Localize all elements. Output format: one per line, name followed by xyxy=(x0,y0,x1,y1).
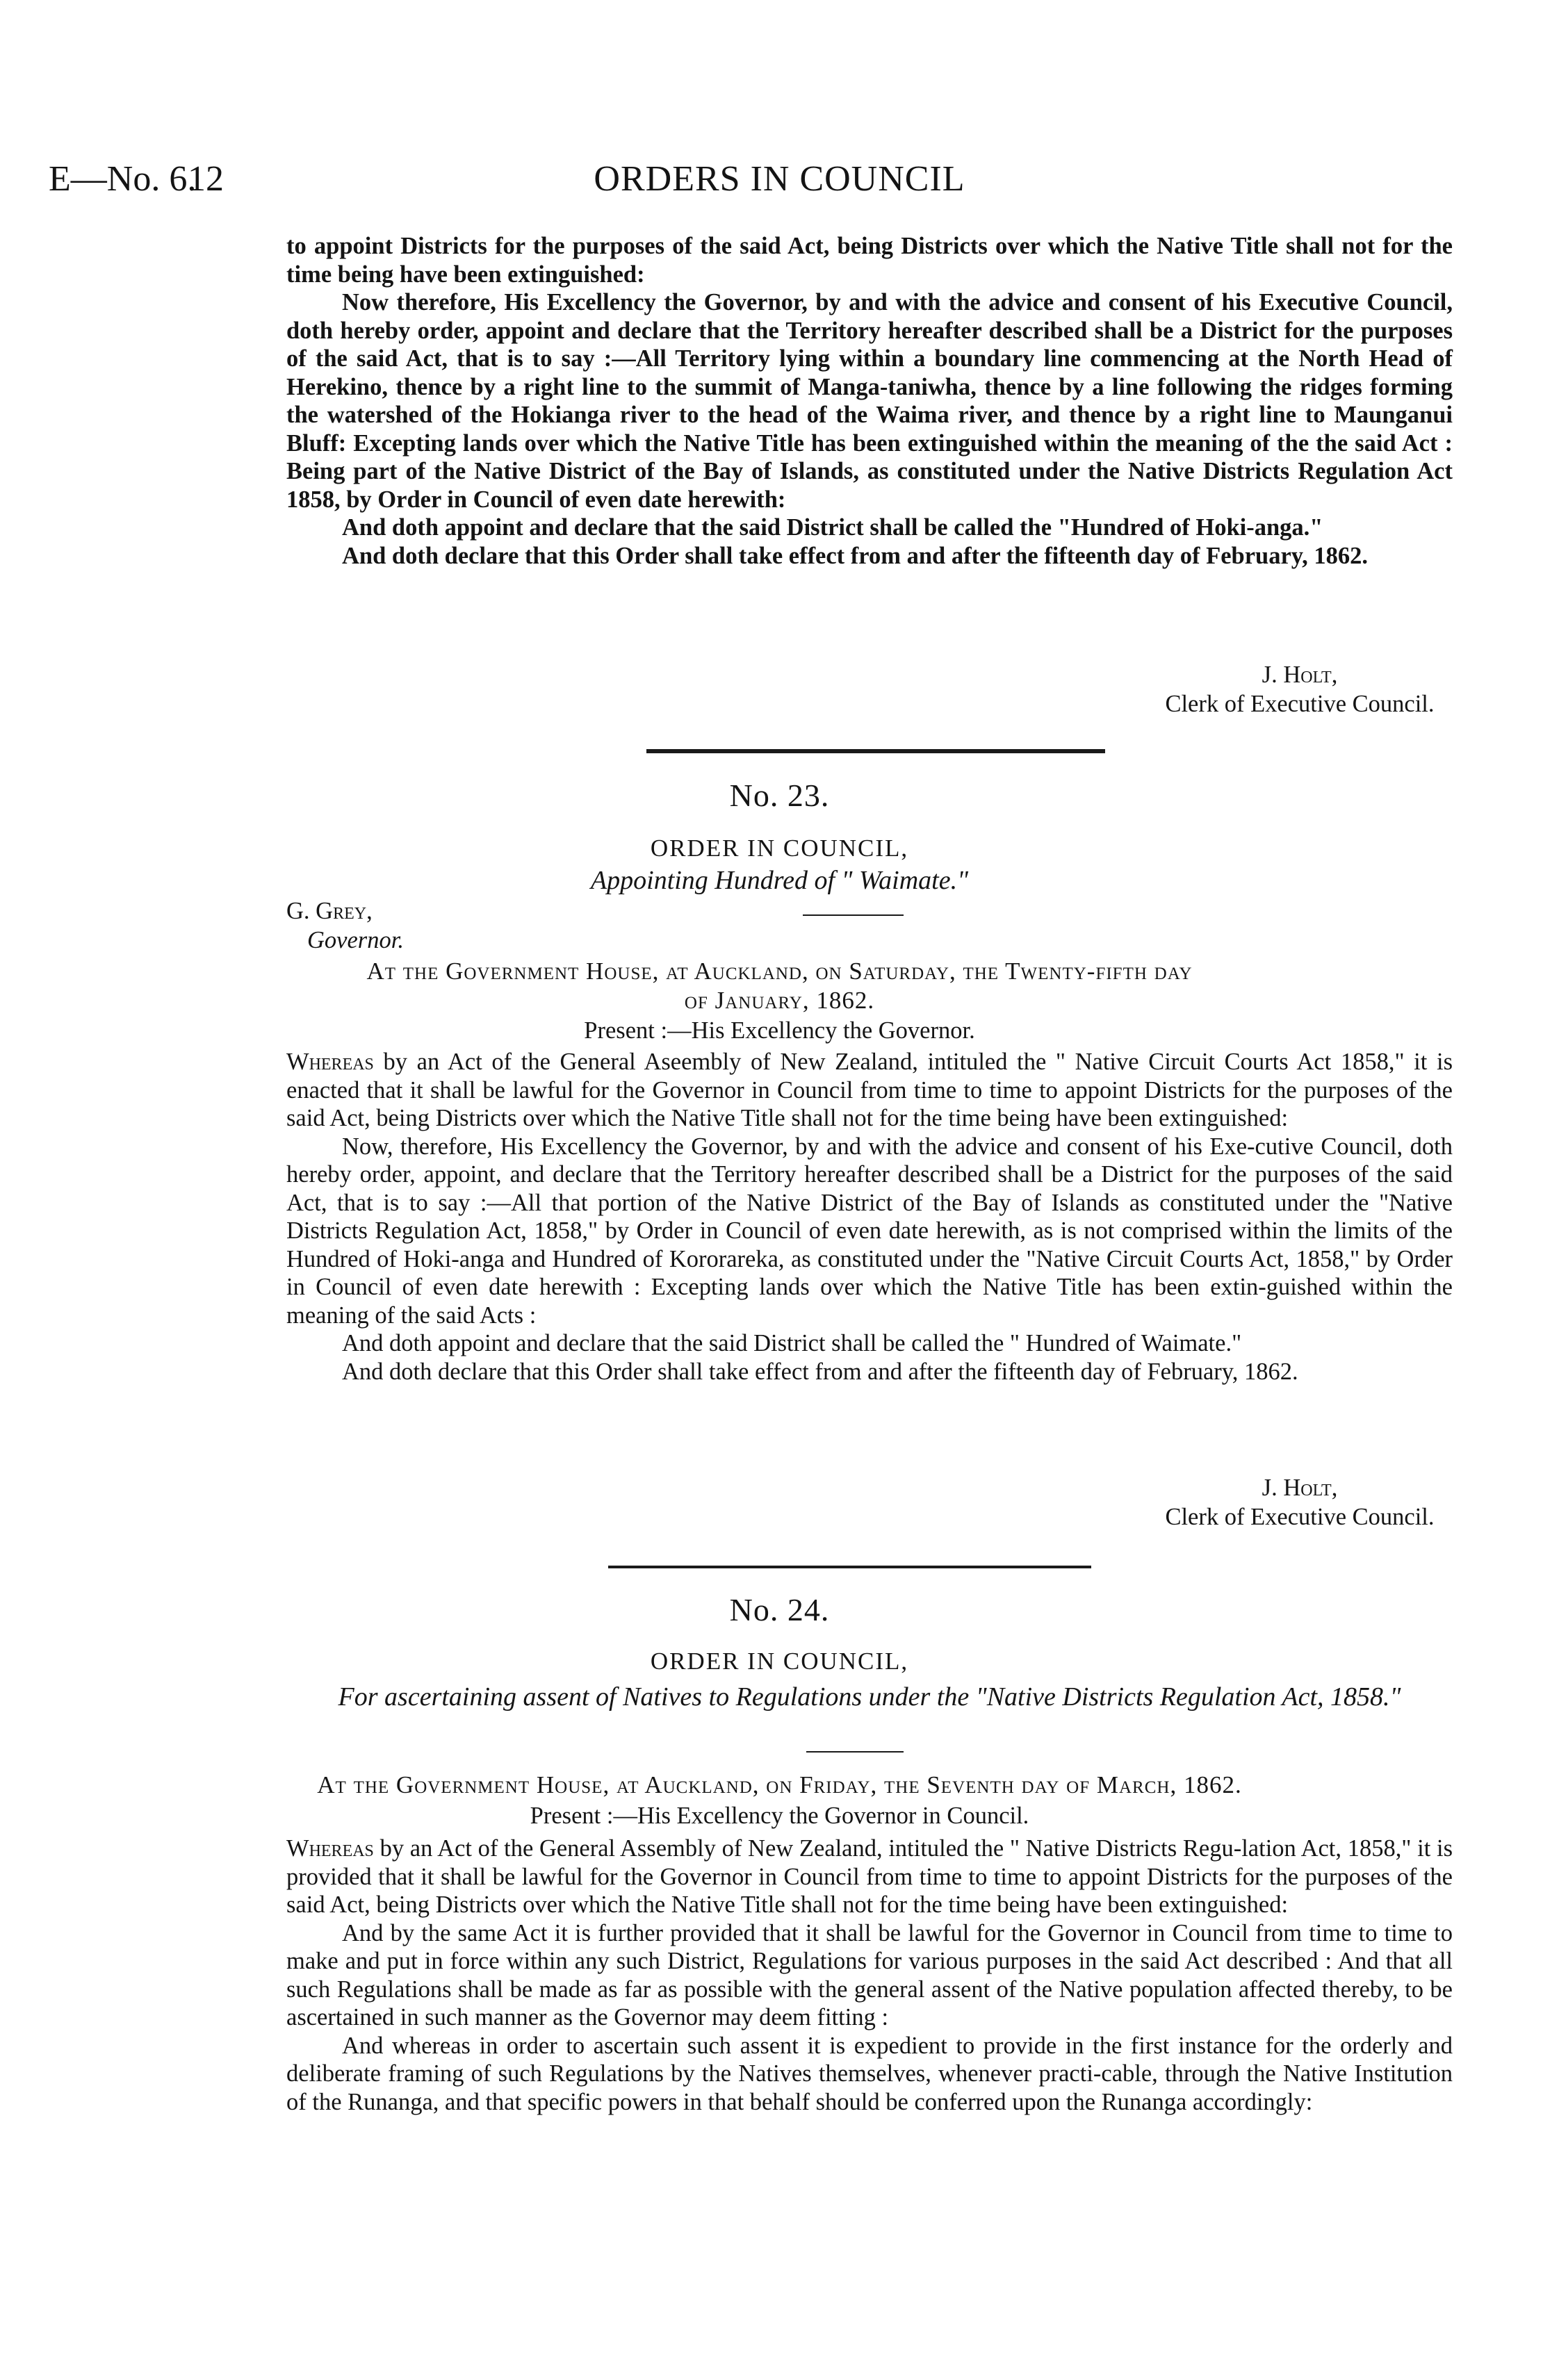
order-subtitle: Appointing Hundred of " Waimate." xyxy=(590,866,969,895)
signatory-name: J. Holt, xyxy=(1262,662,1338,688)
paragraph: And doth declare that this Order shall take effect from and after the fifteenth day of February, 1862. xyxy=(342,542,1369,569)
whereas-lead: Whereas xyxy=(286,1835,374,1862)
signatory-title: Clerk of Executive Council. xyxy=(1165,1504,1435,1530)
previous-order-text xyxy=(286,232,1453,570)
paragraph: Now therefore, His Excellency the Governor, by and with the advice and consent of his Executive Council, doth hereby order, appoint and declare that the Territory hereafter described shall be a District for the purposes of the said Act, that is to say :—All Territory lying within a boundary line commencing at the North Head of Herekino, thence by a right line to the summit of Manga-taniwha, thence by a line following the ridges forming the watershed of the Hokianga river to the head of the Waima river, and thence by a right line to Maunganui Bluff: Excepting lands over which the Native Title has been extinguished within the meaning of the the said Act : Being part of the Native District of the Bay of Islands, as constituted under the Native Districts Regulation Act 1858, by Order in Council of even date herewith: xyxy=(286,289,1453,513)
order-24-body xyxy=(286,1835,1453,2116)
signatory-title: Clerk of Executive Council. xyxy=(1165,691,1435,717)
order-heading: ORDER IN COUNCIL, xyxy=(650,1648,909,1675)
section-divider xyxy=(646,749,1105,753)
paragraph: to appoint Districts for the purposes of the said Act, being Districts over which the Native Title shall not for the time being have been extinguished: xyxy=(286,233,1453,288)
governor-signature xyxy=(286,896,404,955)
present-line: Present :—His Excellency the Governor in Council. xyxy=(530,1803,1029,1829)
order-heading: ORDER IN COUNCIL, xyxy=(650,835,909,862)
order-number: No. 23. xyxy=(729,778,830,813)
section-divider xyxy=(608,1566,1091,1568)
signature-holt-1 xyxy=(1154,660,1446,719)
short-divider xyxy=(803,914,904,916)
place-and-date: At the Government House, at Auckland, on Saturday, the Twenty-fifth day xyxy=(366,958,1193,985)
section-reference: E—No. 6. xyxy=(49,159,197,199)
place-and-date-continued: of January, 1862. xyxy=(684,987,875,1014)
place-and-date: At the Government House, at Auckland, on Friday, the Seventh day of March, 1862. xyxy=(317,1771,1242,1798)
paragraph: And whereas in order to ascertain such assent it is expedient to provide in the first instance for the orderly and deliberate framing of such Regulations by the Natives themselves, whenever practi-cable, through the Native Institution of the Runanga, and that specific powers in that behalf should be conferred upon the Runanga accordingly: xyxy=(286,2032,1453,2115)
paragraph: And by the same Act it is further provided that it shall be lawful for the Governor in Council from time to time to make and put in force within any such District, Regulations for various purposes in the said Act described : And that all such Regulations shall be made as far as possible with the general assent of the Native population affected thereby, to be ascertained in such manner as the Governor may deem fitting : xyxy=(286,1919,1453,2030)
paragraph: And doth appoint and declare that the said District shall be called the "Hundred of Hoki-anga." xyxy=(342,514,1323,541)
order-23-body xyxy=(286,1048,1453,1386)
governor-name: G. Grey, xyxy=(286,898,373,924)
paragraph: Whereas by an Act of the General Assembly of New Zealand, intituled the " Native Districts Regu-lation Act, 1858," it is provided that it shall be lawful for the Governor in Council from time to time to appoint Districts for the purposes of the said Act, being Districts over which the Native Title shall not for the time being have been extinguished: xyxy=(286,1835,1453,1918)
paragraph: Whereas by an Act of the General Aseembly of New Zealand, intituled the " Native Circuit Courts Act 1858," it is enacted that it shall be lawful for the Governor in Council from time to time to appoint Districts for the purposes of the said Act, being Districts over which the Native Title shall not for the time being have been extinguished: xyxy=(286,1049,1453,1131)
order-number: No. 24. xyxy=(729,1592,830,1627)
whereas-lead: Whereas xyxy=(286,1049,374,1075)
paragraph: And doth declare that this Order shall take effect from and after the fifteenth day of February, 1862. xyxy=(342,1358,1298,1385)
signature-holt-2 xyxy=(1154,1473,1446,1532)
order-subtitle: For ascertaining assent of Natives to Regulations under the "Native Districts Regulation Act, 1858." xyxy=(338,1682,1401,1712)
governor-title: Governor. xyxy=(307,927,404,953)
short-divider xyxy=(806,1751,904,1753)
paragraph: Now, therefore, His Excellency the Governor, by and with the advice and consent of his Exe-cutive Council, doth hereby order, appoint, and declare that the Territory hereafter described shall be a District for the purposes of the said Act, that is to say :—All that portion of the Native District of the Bay of Islands as constituted under the "Native Districts Regulation Act, 1858," by Order in Council of even date herewith, as is not comprised within the limits of the Hundred of Hoki-anga and Hundred of Kororareka, as constituted under the "Native Circuit Courts Act, 1858," by Order in Council of even date herewith : Excepting lands over which the Native Title has been extin-guished within the meaning of the said Acts : xyxy=(286,1133,1453,1329)
paragraph: And doth appoint and declare that the said District shall be called the " Hundred of Waimate." xyxy=(342,1330,1242,1356)
page-number: 12 xyxy=(188,159,224,199)
signatory-name: J. Holt, xyxy=(1262,1475,1338,1501)
page-title: ORDERS IN COUNCIL xyxy=(594,159,965,199)
present-line: Present :—His Excellency the Governor. xyxy=(584,1017,975,1044)
